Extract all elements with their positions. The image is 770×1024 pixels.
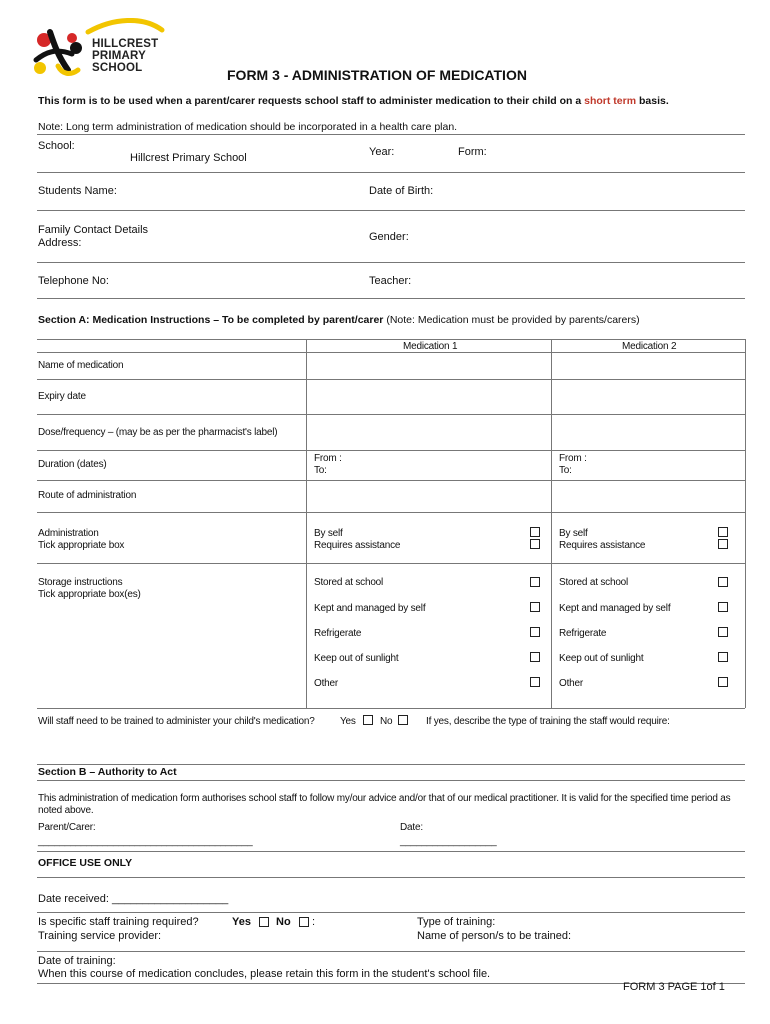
col-medication-1: Medication 1 — [403, 341, 458, 352]
row-administration-tick: Tick appropriate box — [38, 540, 125, 551]
med2-stored-at-school: Stored at school — [559, 577, 629, 588]
med2-keep-out-sun: Keep out of sunlight — [559, 653, 644, 664]
med1-other: Other — [314, 678, 339, 689]
med2-to: To: — [559, 465, 572, 476]
training-provider-label: Training service provider: — [38, 930, 162, 942]
school-logo-text: HILLCREST PRIMARY SCHOOL — [92, 38, 159, 74]
telephone-label: Telephone No: — [38, 275, 109, 287]
med2-from: From : — [559, 453, 587, 464]
divider — [37, 172, 745, 173]
school-label: School: — [38, 140, 75, 152]
divider — [37, 951, 745, 952]
trained-names-label: Name of person/s to be trained: — [417, 930, 572, 942]
date-received: Date received: ___________________ — [38, 893, 229, 905]
med2-by-self: By self — [559, 528, 588, 539]
med2-by-self-checkbox[interactable] — [718, 527, 728, 537]
table-col-line — [745, 339, 746, 708]
training-yes-label: Yes — [340, 716, 356, 727]
med2-kept-managed: Kept and managed by self — [559, 603, 671, 614]
form-intro: This form is to be used when a parent/carer requests school staff to administer medication to their child on a short term basis. — [38, 95, 669, 107]
med1-requires-assistance-checkbox[interactable] — [530, 539, 540, 549]
table-line — [37, 512, 745, 513]
date-of-training-label: Date of training: — [38, 955, 116, 967]
med2-requires-assistance-checkbox[interactable] — [718, 539, 728, 549]
med1-requires-assistance: Requires assistance — [314, 540, 401, 551]
divider — [37, 877, 745, 878]
med2-kept-managed-checkbox[interactable] — [718, 602, 728, 612]
office-use-heading: OFFICE USE ONLY — [38, 857, 133, 869]
page-footer: FORM 3 PAGE 1of 1 — [623, 981, 725, 993]
parent-carer-signature-line[interactable]: ________________________________________ — [38, 836, 253, 847]
row-duration: Duration (dates) — [38, 459, 107, 470]
section-b-date-line[interactable]: __________________ — [400, 836, 497, 847]
teacher-label: Teacher: — [369, 275, 412, 287]
table-line — [37, 480, 745, 481]
form-title: FORM 3 - ADMINISTRATION OF MEDICATION — [227, 67, 527, 83]
parent-carer-label: Parent/Carer: — [38, 822, 96, 833]
student-name-label: Students Name: — [38, 185, 117, 197]
divider — [37, 210, 745, 211]
table-line — [37, 379, 745, 380]
form-label: Form: — [458, 146, 487, 158]
row-name-of-medication: Name of medication — [38, 360, 124, 371]
med2-stored-at-school-checkbox[interactable] — [718, 577, 728, 587]
table-line — [37, 563, 745, 564]
gender-label: Gender: — [369, 231, 409, 243]
section-b-text: This administration of medication form authorises school staff to follow my/our advice and/or that of our medical practitioner. It is valid for the specified time period as noted above. — [38, 793, 731, 816]
divider — [37, 262, 745, 263]
divider — [37, 764, 745, 765]
row-storage: Storage instructions — [38, 577, 123, 588]
med1-keep-out-sun: Keep out of sunlight — [314, 653, 399, 664]
type-of-training-label: Type of training: — [417, 916, 496, 928]
row-route: Route of administration — [38, 490, 137, 501]
office-yes-label: Yes — [232, 916, 251, 928]
office-colon: : — [312, 916, 316, 928]
form-note: Note: Long term administration of medication should be incorporated in a health care plan. — [38, 121, 458, 133]
med1-other-checkbox[interactable] — [530, 677, 540, 687]
dob-label: Date of Birth: — [369, 185, 434, 197]
med1-stored-at-school: Stored at school — [314, 577, 384, 588]
med2-other-checkbox[interactable] — [718, 677, 728, 687]
med1-to: To: — [314, 465, 327, 476]
divider — [37, 851, 745, 852]
med1-stored-at-school-checkbox[interactable] — [530, 577, 540, 587]
office-no-label: No — [276, 916, 291, 928]
training-no-checkbox[interactable] — [398, 715, 408, 725]
med2-keep-out-sun-checkbox[interactable] — [718, 652, 728, 662]
med1-kept-managed: Kept and managed by self — [314, 603, 426, 614]
med2-refrigerate: Refrigerate — [559, 628, 607, 639]
retain-note: When this course of medication concludes, please retain this form in the student's school file. — [38, 968, 491, 980]
year-label: Year: — [369, 146, 395, 158]
table-line — [37, 352, 745, 353]
section-b-date-label: Date: — [400, 822, 423, 833]
divider — [37, 298, 745, 299]
address-label: Address: — [38, 237, 82, 249]
med1-keep-out-sun-checkbox[interactable] — [530, 652, 540, 662]
training-required-question: Is specific staff training required? — [38, 916, 199, 928]
section-b-heading: Section B – Authority to Act — [38, 766, 177, 778]
row-administration: Administration — [38, 528, 99, 539]
med1-refrigerate: Refrigerate — [314, 628, 362, 639]
family-contact-label: Family Contact Details — [38, 224, 149, 236]
med1-by-self-checkbox[interactable] — [530, 527, 540, 537]
table-col-line — [551, 339, 552, 708]
med2-refrigerate-checkbox[interactable] — [718, 627, 728, 637]
col-medication-2: Medication 2 — [622, 341, 677, 352]
med1-from: From : — [314, 453, 342, 464]
divider — [37, 780, 745, 781]
row-expiry-date: Expiry date — [38, 391, 86, 402]
table-col-line — [306, 339, 307, 708]
table-line — [37, 708, 745, 709]
training-question: Will staff need to be trained to administer your child's medication? — [38, 716, 315, 727]
row-dose: Dose/frequency – (may be as per the pharmacist's label) — [38, 427, 278, 438]
med1-refrigerate-checkbox[interactable] — [530, 627, 540, 637]
row-storage-tick: Tick appropriate box(es) — [38, 589, 141, 600]
section-a-heading: Section A: Medication Instructions – To be completed by parent/carer (Note: Medication must be provided by parents/carers) — [38, 314, 640, 326]
med2-requires-assistance: Requires assistance — [559, 540, 646, 551]
table-line — [37, 450, 745, 451]
training-describe: If yes, describe the type of training the staff would require: — [426, 716, 670, 727]
med1-by-self: By self — [314, 528, 343, 539]
table-line — [37, 339, 745, 340]
divider — [37, 134, 745, 135]
school-value[interactable]: Hillcrest Primary School — [130, 152, 247, 164]
divider — [37, 912, 745, 913]
table-line — [37, 414, 745, 415]
training-no-label: No — [380, 716, 393, 727]
office-yes-checkbox[interactable] — [259, 917, 269, 927]
training-yes-checkbox[interactable] — [363, 715, 373, 725]
office-no-checkbox[interactable] — [299, 917, 309, 927]
med1-kept-managed-checkbox[interactable] — [530, 602, 540, 612]
med2-other: Other — [559, 678, 584, 689]
